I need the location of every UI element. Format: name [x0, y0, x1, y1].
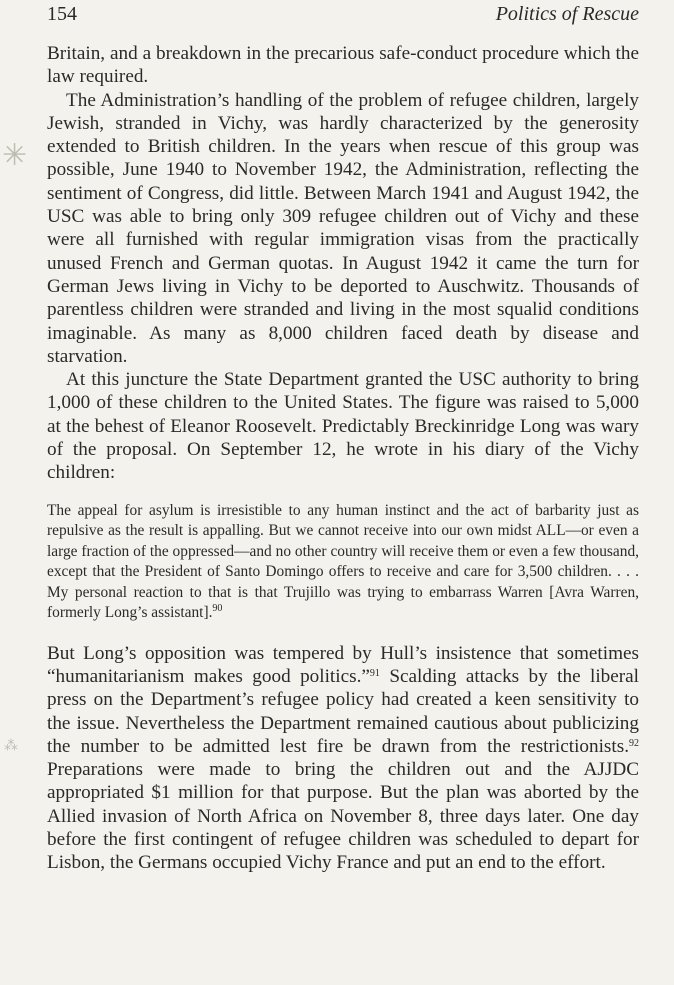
paragraph-4-part-b: Scalding attacks by the liberal press on the Department’s refugee policy had created a keen sensitivity to the issue. Nevertheless the Department remained cautious about publicizing the number to be admitted lest fire be drawn from the restrictionists. [47, 665, 640, 757]
block-quote [47, 501, 639, 624]
paragraph-3: At this juncture the State Department granted the USC authority to bring 1,000 of these children to the United States. The figure was raised to 5,000 at the behest of Eleanor Roosevelt. Predictably Breckinridge Long was wary of the proposal. On September 12, he wrote in his diary of the Vichy children: [47, 369, 639, 484]
paragraph-2: The Administration’s handling of the problem of refugee children, largely Jewish, stranded in Vichy, was hardly characterized by the generosity extended to British children. In the years when rescue of this group was possible, June 1940 to November 1942, the Administration, reflecting the sentiment of Congress, did little. Between March 1941 and August 1942, the USC was able to bring only 309 refugee children out of Vichy and these were all furnished with regular immigration visas from the practically unused French and German quotas. In August 1942 it came the turn for German Jews living in Vichy to be deported to Auschwitz. Thousands of parentless children were stranded and living in the most squalid conditions imaginable. As many as 8,000 children faced death by disease and starvation. [47, 89, 639, 367]
paragraph-1: Britain, and a breakdown in the precarious safe-conduct procedure which the law required. [47, 43, 639, 88]
footnote-ref-92: 92 [629, 737, 639, 749]
asterisk-mark-icon: ✳ [2, 138, 28, 173]
quote-paragraph [47, 501, 639, 624]
smudge-mark-icon: ⁂ [4, 738, 18, 754]
paragraph-4 [47, 642, 639, 875]
footnote-ref-90: 90 [212, 603, 223, 615]
page-header [47, 3, 639, 29]
quote-text: The appeal for asylum is irresistible to any human instinct and the act of barbarity just as repulsive as the result is appalling. But we cannot receive into our own midst ALL—or even a large fraction of the oppressed—and no other country will receive them or even a few thousand, except that the President of Santo Domingo offers to receive and care for 3,500 children. . . . My personal reaction to that is that Trujillo was trying to embarrass Warren [Avra Warren, formerly Long’s assistant]. [47, 501, 639, 622]
running-title: Politics of Rescue [495, 3, 639, 25]
paragraph-4-part-a: But Long’s opposition was tempered by Hull’s insistence that sometimes “humanitarianism makes good politics.” [47, 642, 639, 687]
page-number: 154 [47, 3, 77, 25]
paragraph-4-part-c: Preparations were made to bring the children out and the AJJDC appropriated $1 million for that purpose. But the plan was aborted by the Allied invasion of North Africa on November 8, three days later. One day before the first contingent of refugee children was scheduled to depart for Lisbon, the Germans occupied Vichy France and put an end to the effort. [47, 759, 639, 874]
footnote-ref-91: 91 [369, 667, 380, 679]
body-text [47, 42, 639, 875]
